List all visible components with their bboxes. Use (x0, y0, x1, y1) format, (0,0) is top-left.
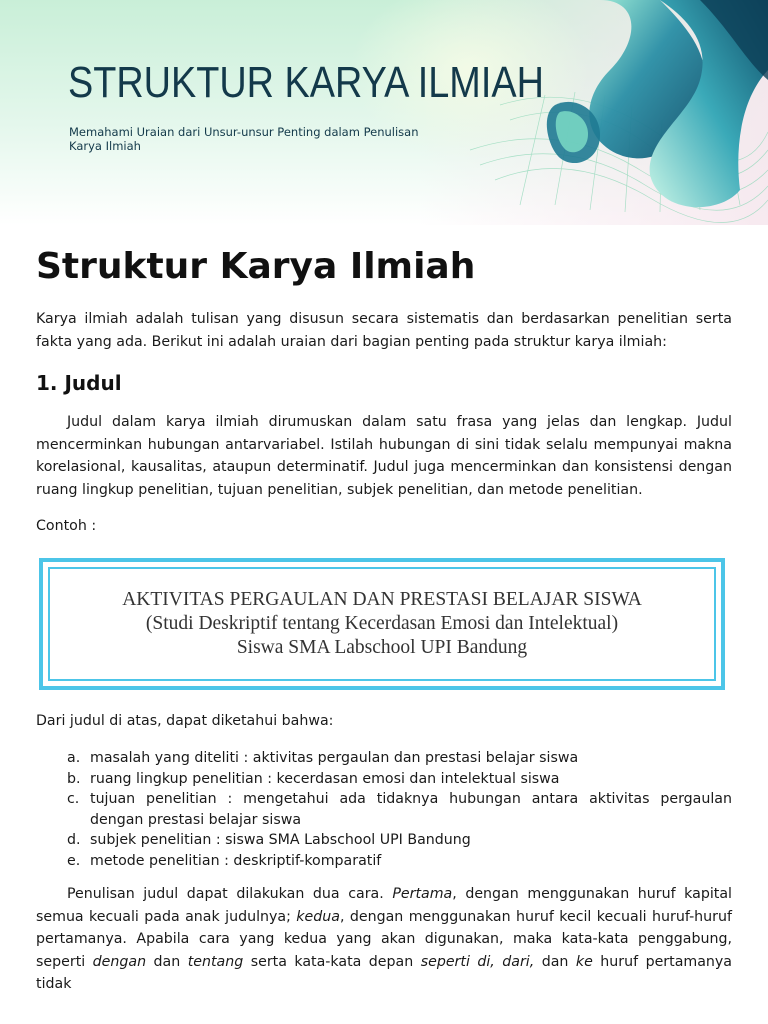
list-item (36, 789, 732, 830)
page-title: Struktur Karya Ilmiah (36, 246, 476, 287)
document-body (36, 246, 732, 992)
title-writing-paragraph (36, 883, 732, 996)
list-item (36, 851, 732, 872)
example-title-line-1: AKTIVITAS PERGAULAN DAN PRESTASI BELAJAR SISWA (122, 589, 642, 610)
list-item (36, 769, 732, 790)
list-marker: b. (67, 770, 81, 787)
list-item-text: subjek penelitian : siswa SMA Labschool UPI Bandung (90, 832, 471, 848)
section-heading-judul: 1. Judul (36, 371, 122, 395)
list-marker: e. (67, 852, 81, 869)
text-run: serta kata-kata depan (243, 953, 421, 970)
text-run: Penulisan judul dapat dilakukan dua cara. (67, 886, 393, 902)
intro-paragraph: Karya ilmiah adalah tulisan yang disusun secara sistematis dan berdasarkan penelitian serta fakta yang ada. Berikut ini adalah uraian dari bagian penting pada struktur karya ilmiah: (36, 311, 732, 350)
italic-term: kedua (296, 908, 340, 925)
banner-title: STRUKTUR KARYA ILMIAH (68, 58, 544, 107)
list-item-text: masalah yang diteliti : aktivitas pergaulan dan prestasi belajar siswa (90, 750, 579, 766)
list-item-text: ruang lingkup penelitian : kecerdasan emosi dan intelektual siswa (90, 770, 560, 787)
text-run: , dengan menggunakan huruf kapital semua kecuali pada anak judulnya; (36, 886, 732, 925)
analysis-list (36, 748, 732, 871)
example-title-box (39, 558, 725, 690)
abstract-wave-graphic (0, 0, 768, 225)
list-item (36, 830, 732, 851)
list-item (36, 748, 732, 769)
example-title-line-3: Siswa SMA Labschool UPI Bandung (236, 637, 528, 658)
section-paragraph-judul: Judul dalam karya ilmiah dirumuskan dalam satu frasa yang jelas dan lengkap. Judul mencerminkan hubungan antarvariabel. Istilah hubungan di sini tidak selalu mempunyai makna korelasional, kausalitas, ataupun determinatif. Judul juga mencerminkan dan konsistensi dengan ruang lingkup penelitian, tujuan penelitian, subjek penelitian, dan metode penelitian. (36, 414, 732, 498)
example-title-line-2: (Studi Deskriptif tentang Kecerdasan Emosi dan Intelektual) (145, 613, 619, 634)
list-item-text: tujuan penelitian : mengetahui ada tidaknya hubungan antara aktivitas pergaulan dengan prestasi belajar siswa (90, 791, 732, 828)
text-run: dan (146, 953, 188, 970)
header-banner (0, 0, 768, 225)
list-marker: c. (67, 791, 80, 807)
list-marker: d. (67, 832, 81, 848)
example-label: Contoh : (36, 518, 97, 534)
italic-term: tentang (187, 953, 244, 970)
text-run: dan (534, 953, 576, 970)
list-marker: a. (67, 750, 81, 766)
italic-term: dengan (92, 953, 147, 970)
example-title-box-inner (48, 567, 716, 681)
italic-term: Pertama (392, 886, 453, 902)
list-item-text: metode penelitian : deskriptif-komparatif (90, 852, 382, 869)
list-intro: Dari judul di atas, dapat diketahui bahwa: (36, 713, 334, 729)
banner-subtitle: Memahami Uraian dari Unsur-unsur Penting dalam Penulisan Karya Ilmiah (69, 125, 419, 153)
text-run: , dengan menggunakan huruf kecil kecuali huruf-huruf pertamanya. Apabila cara yang kedua yang akan digunakan, maka kata-kata penggabung, seperti (36, 908, 732, 970)
italic-term: ke (575, 953, 593, 970)
italic-term: seperti di, dari, (420, 953, 535, 970)
text-run: huruf pertamanya tidak (36, 953, 732, 992)
